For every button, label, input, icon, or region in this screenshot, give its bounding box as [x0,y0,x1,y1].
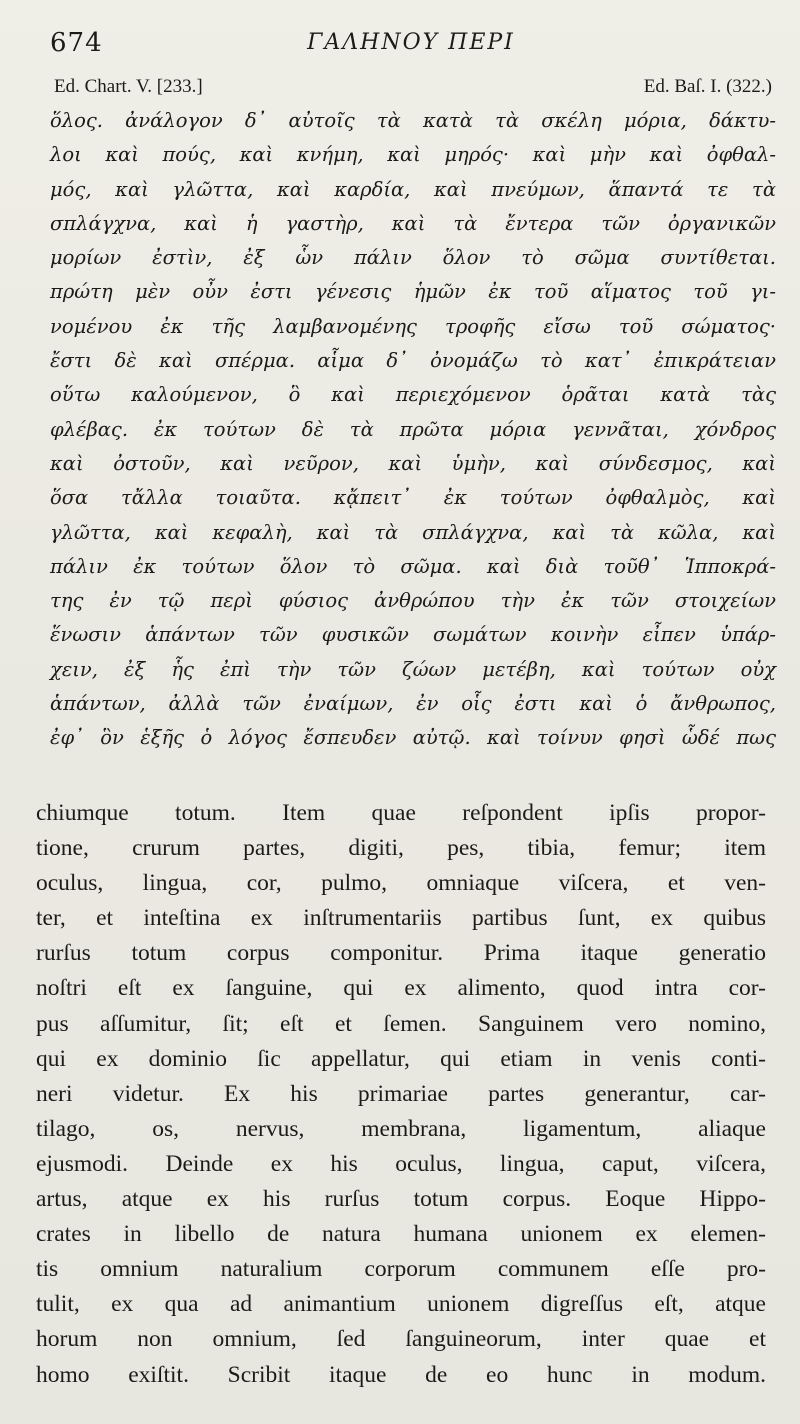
greek-text-line: γλῶττα, καὶ κεφαλὴ, καὶ τὰ σπλάγχνα, καὶ τὰ κῶλα, καὶ [50,520,776,544]
latin-text-line: horum non omnium, ſed ſanguineorum, inter quae et [36,1326,766,1353]
latin-text-line: neri videtur. Ex his primariae partes generantur, car- [36,1080,766,1107]
greek-text-line: χειν, ἐξ ἧς ἐπὶ τὴν τῶν ζώων μετέβη, καὶ τούτων οὐχ [50,657,776,681]
greek-text-line: ἐφ᾽ ὃν ἑξῆς ὁ λόγος ἔσπευδεν αὐτῷ. καὶ τοίνυν φησὶ ὧδέ πως [50,726,776,750]
greek-text-line: λοι καὶ πούς, καὶ κνήμη, καὶ μηρός· καὶ μὴν καὶ ὀφθαλ- [50,143,776,167]
page-number: 674 [50,28,103,58]
latin-text-line: tis omnium naturalium corporum communem eſſe pro- [36,1256,766,1283]
edition-reference-line [54,76,772,104]
greek-text-line: οὕτω καλούμενον, ὃ καὶ περιεχόμενον ὁρᾶται κατὰ τὰς [50,383,776,407]
greek-text-line: πρώτη μὲν οὖν ἐστι γένεσις ἡμῶν ἐκ τοῦ αἵματος τοῦ γι- [50,280,776,304]
latin-text-line: pus aſſumitur, ſit; eſt et ſemen. Sanguinem vero nomino, [36,1010,766,1037]
greek-text-line: της ἐν τῷ περὶ φύσιος ἀνθρώπου τὴν ἐκ τῶν στοιχείων [50,589,776,613]
latin-text-line: tione, crurum partes, digiti, pes, tibia, femur; item [36,835,766,862]
running-title: ΓΑΛΗΝΟΥ ΠΕΡΙ [307,30,515,55]
edition-reference-basel: Ed. Baſ. I. (322.) [643,76,772,97]
latin-text-line: homo exiſtit. Scribit itaque de eo hunc in modum. [36,1361,766,1388]
latin-text-line: artus, atque ex his rurſus totum corpus. Eoque Hippo- [36,1186,766,1213]
greek-text-line: πάλιν ἐκ τούτων ὅλον τὸ σῶμα. καὶ διὰ τοῦθ᾽ Ἱπποκρά- [50,554,776,578]
latin-text-line: ejusmodi. Deinde ex his oculus, lingua, caput, viſcera, [36,1150,766,1177]
latin-text-line: tulit, ex qua ad animantium unionem digreſſus eſt, atque [36,1291,766,1318]
latin-text-line: ter, et inteſtina ex inſtrumentariis partibus ſunt, ex quibus [36,905,766,932]
latin-text-line: oculus, lingua, cor, pulmo, omniaque viſcera, et ven- [36,870,766,897]
latin-text-line: crates in libello de natura humana unionem ex elemen- [36,1221,766,1248]
greek-text-line: καὶ ὀστοῦν, καὶ νεῦρον, καὶ ὑμὴν, καὶ σύνδεσμος, καὶ [50,451,776,475]
edition-reference-chartier: Ed. Chart. V. [233.] [54,76,203,97]
greek-text-line: ὅλος. ἀνάλογον δ᾽ αὐτοῖς τὰ κατὰ τὰ σκέλη μόρια, δάκτυ- [50,109,776,132]
greek-text-block [50,104,776,756]
latin-text-line: qui ex dominio ſic appellatur, qui etiam in venis conti- [36,1045,766,1072]
greek-text-line: μός, καὶ γλῶττα, καὶ καρδία, καὶ πνεύμων, ἅπαντά τε τὰ [50,177,776,201]
greek-text-line: ὅσα τἄλλα τοιαῦτα. κᾄπειτ᾽ ἐκ τούτων ὀφθαλμὸς, καὶ [50,486,776,510]
greek-text-line: ἁπάντων, ἀλλὰ τῶν ἐναίμων, ἐν οἷς ἐστι καὶ ὁ ἄνθρωπος, [50,692,776,716]
latin-text-line: noſtri eſt ex ſanguine, qui ex alimento, quod intra cor- [36,975,766,1002]
latin-text-line: tilago, os, nervus, membrana, ligamentum, aliaque [36,1115,766,1142]
greek-text-line: ἔστι δὲ καὶ σπέρμα. αἷμα δ᾽ ὀνομάζω τὸ κατ᾽ ἐπικράτειαν [50,349,776,373]
greek-text-line: νομένου ἐκ τῆς λαμβανομένης τροφῆς εἴσω τοῦ σώματος· [50,314,776,338]
greek-text-line: μορίων ἐστὶν, ἐξ ὧν πάλιν ὅλον τὸ σῶμα συντίθεται. [50,246,776,270]
latin-text-line: chiumque totum. Item quae reſpondent ipſis propor- [36,800,766,826]
greek-text-line: ἕνωσιν ἁπάντων τῶν φυσικῶν σωμάτων κοινὴν εἶπεν ὑπάρ- [50,623,776,647]
latin-text-block [36,796,766,1393]
latin-text-line: rurſus totum corpus componitur. Prima itaque generatio [36,940,766,967]
greek-text-line: φλέβας. ἐκ τούτων δὲ τὰ πρῶτα μόρια γεννᾶται, χόνδρος [50,417,776,441]
greek-text-line: σπλάγχνα, καὶ ἡ γαστὴρ, καὶ τὰ ἔντερα τῶν ὀργανικῶν [50,211,776,235]
running-head [50,28,772,64]
